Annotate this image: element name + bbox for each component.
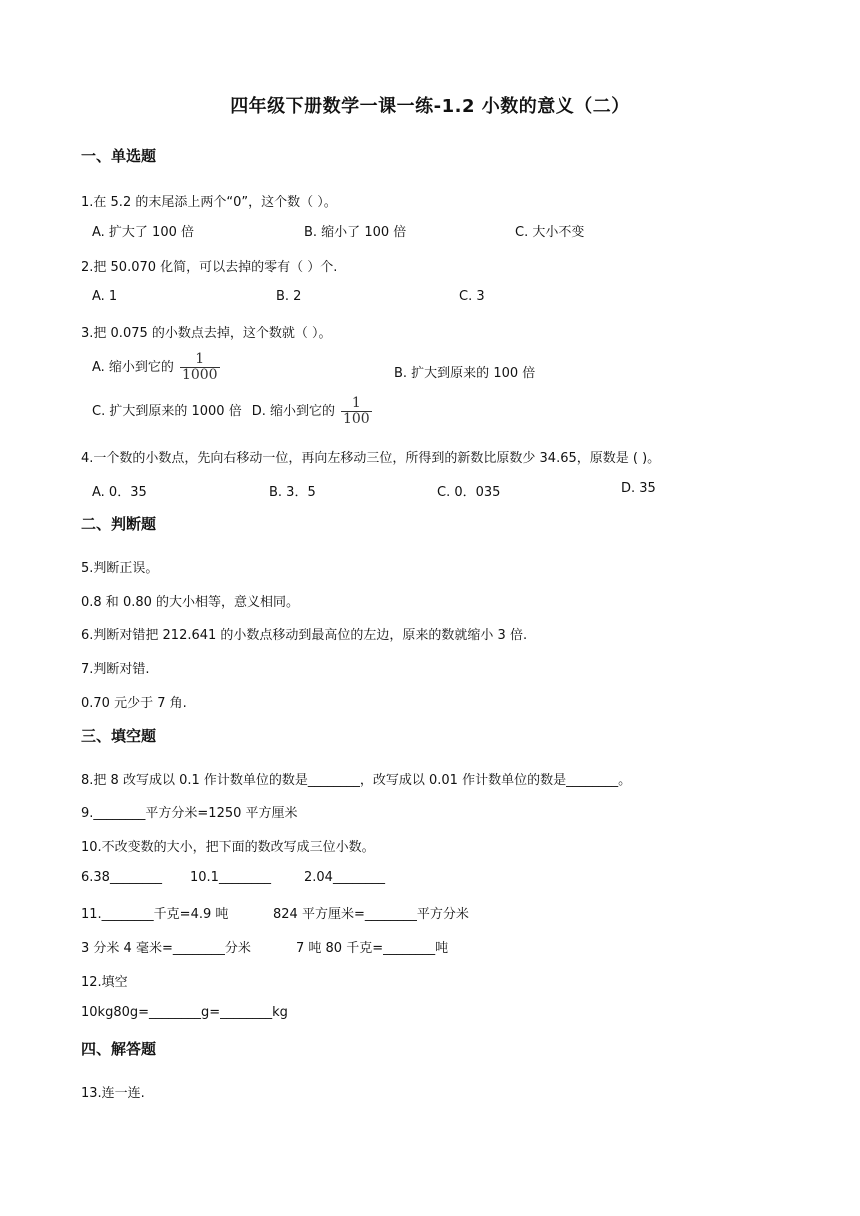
question-3-option-a [92, 352, 220, 383]
question-3-option-d-label: D. 缩小到它的 [251, 404, 335, 419]
question-9-text: 9.________平方分米=1250 平方厘米 [81, 806, 298, 821]
question-4-text: 4.一个数的小数点，先向右移动一位，再向左移动三位，所得到的新数比原数少 34.65，原数是 ( )。 [81, 451, 661, 466]
question-2-option-a: A. 1 [92, 289, 118, 304]
question-3-option-b: B. 扩大到原来的 100 倍 [394, 366, 536, 381]
question-4-option-a: A. 0．35 [92, 485, 147, 500]
question-10-item-1: 6.38________ [81, 870, 162, 885]
question-7-statement: 0.70 元少于 7 角. [81, 696, 187, 711]
question-2-option-c: C. 3 [459, 289, 485, 304]
question-5-text: 5.判断正误。 [81, 561, 159, 576]
question-13-text: 13.连一连. [81, 1086, 145, 1101]
question-11-item-1: 11.________千克=4.9 吨 [81, 907, 229, 922]
question-3-option-c: C. 扩大到原来的 1000 倍 [92, 404, 242, 419]
question-2-text: 2.把 50.070 化简，可以去掉的零有（ ）个. [81, 260, 338, 275]
question-1-text: 1.在 5.2 的末尾添上两个“0”，这个数（ ）。 [81, 195, 337, 210]
fraction-one-hundredth [341, 396, 372, 427]
question-3-text: 3.把 0.075 的小数点去掉，这个数就（ ）。 [81, 326, 332, 341]
fraction-one-thousandth [180, 352, 220, 383]
question-1-option-b: B. 缩小了 100 倍 [304, 225, 407, 240]
question-11-item-2: 824 平方厘米=________平方分米 [273, 907, 469, 922]
question-2-option-b: B. 2 [276, 289, 302, 304]
question-4-option-b: B. 3．5 [269, 485, 316, 500]
fraction-denominator: 1000 [181, 367, 218, 383]
question-10-item-2: 10.1________ [190, 870, 271, 885]
question-10-item-3: 2.04________ [304, 870, 385, 885]
fraction-numerator: 1 [195, 351, 205, 367]
question-8-text: 8.把 8 改写成以 0.1 作计数单位的数是________，改写成以 0.01 作计数单位的数是________。 [81, 773, 632, 788]
question-11-item-3: 3 分米 4 毫米=________分米 [81, 941, 251, 956]
section-heading-fill-blank: 三、填空题 [81, 727, 157, 745]
question-11-item-4: 7 吨 80 千克=________吨 [296, 941, 449, 956]
section-heading-single-choice: 一、单选题 [81, 147, 157, 165]
section-heading-answer: 四、解答题 [81, 1040, 157, 1058]
question-4-option-d: D. 35 [621, 481, 656, 496]
question-6-text: 6.判断对错把 212.641 的小数点移动到最高位的左边，原来的数就缩小 3 倍. [81, 628, 528, 643]
question-7-text: 7.判断对错. [81, 662, 150, 677]
question-10-text: 10.不改变数的大小，把下面的数改写成三位小数。 [81, 840, 375, 855]
section-heading-true-false: 二、判断题 [81, 515, 157, 533]
question-5-statement: 0.8 和 0.80 的大小相等，意义相同。 [81, 595, 300, 610]
question-1-option-a: A. 扩大了 100 倍 [92, 225, 195, 240]
question-1-option-c: C. 大小不变 [515, 225, 585, 240]
question-4-option-c: C. 0．035 [437, 485, 501, 500]
fraction-numerator: 1 [351, 395, 361, 411]
question-3-option-c-d [92, 396, 372, 427]
fraction-denominator: 100 [342, 411, 370, 427]
question-12-text: 12.填空 [81, 975, 128, 990]
page-title: 四年级下册数学一课一练-1.2 小数的意义（二） [230, 96, 630, 117]
question-12-statement: 10kg80g=________g=________kg [81, 1005, 288, 1020]
question-3-option-a-label: A. 缩小到它的 [92, 360, 174, 375]
